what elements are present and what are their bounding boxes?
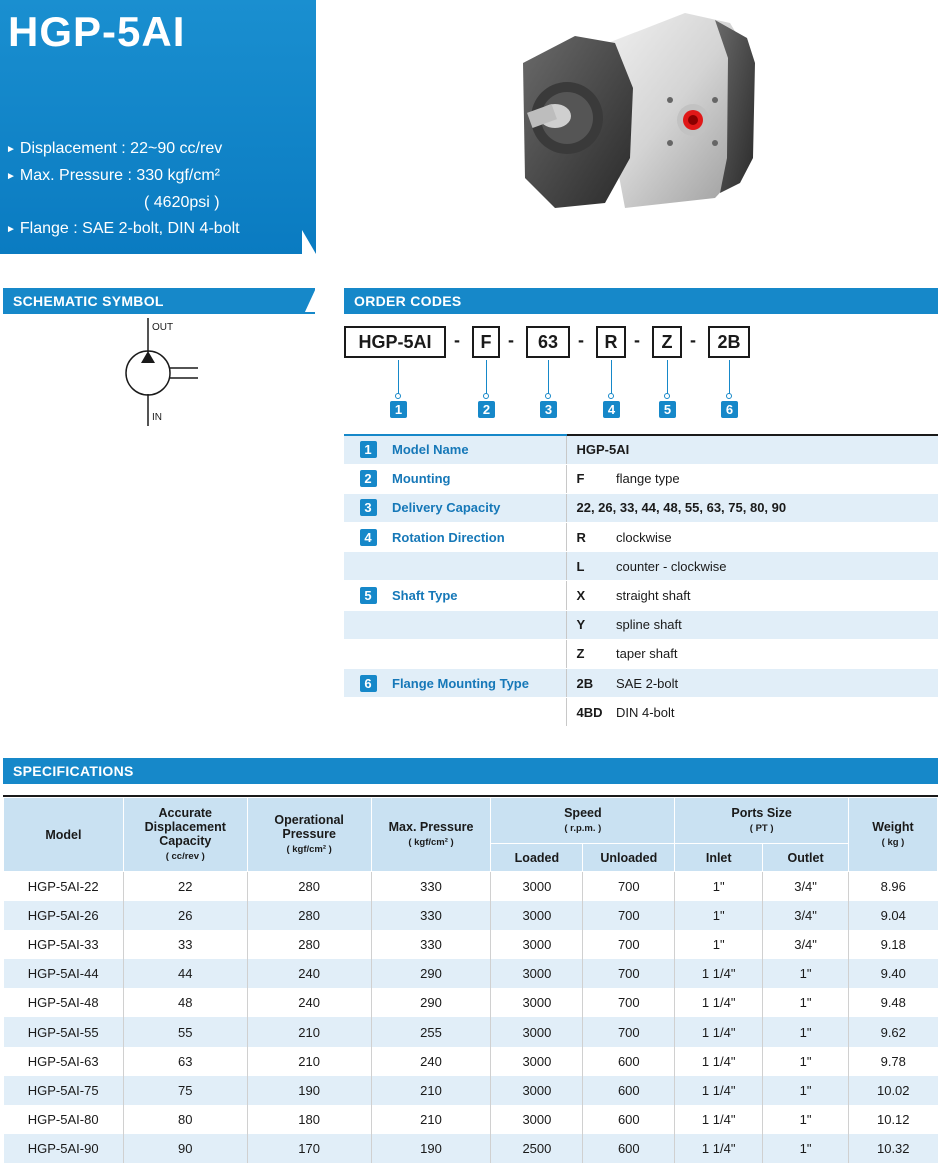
table-cell: 280	[247, 872, 371, 901]
feature-item: ► Flange : SAE 2-bolt, DIN 4-bolt	[6, 220, 240, 237]
table-header-row: Model Accurate Displacement Capacity ( cc/rev ) Operational Pressure ( kgf/cm² ) Max. Pressure ( kgf/cm² ) Speed ( r.p.m. ) Ports Size ( PT ) Weight ( kg )	[4, 798, 938, 844]
table-cell: 3/4"	[763, 872, 849, 901]
code-number-badge: 6	[721, 401, 738, 418]
schematic-in-label: IN	[152, 412, 162, 423]
table-row	[4, 1134, 938, 1163]
table-cell: HGP-5AI-80	[4, 1105, 124, 1134]
table-cell: 63	[123, 1047, 247, 1076]
table-row	[4, 930, 938, 959]
code-separator: -	[454, 330, 460, 350]
table-cell: HGP-5AI-55	[4, 1017, 124, 1046]
table-cell: 9.48	[849, 988, 938, 1017]
table-cell: 22	[123, 872, 247, 901]
table-row	[4, 1105, 938, 1134]
table-cell: 9.78	[849, 1047, 938, 1076]
table-cell: 75	[123, 1076, 247, 1105]
hero-corner-fold	[302, 230, 316, 254]
table-row: 4BD DIN 4-bolt	[344, 698, 938, 727]
table-row: 5 Shaft Type X straight shaft	[344, 581, 938, 610]
table-cell: 3000	[491, 930, 583, 959]
hero-panel	[0, 0, 316, 254]
table-cell: 1"	[763, 1076, 849, 1105]
table-cell: 8.96	[849, 872, 938, 901]
row-number-badge: 2	[360, 470, 377, 487]
table-cell: 170	[247, 1134, 371, 1163]
table-row	[4, 1076, 938, 1105]
table-cell: 10.32	[849, 1134, 938, 1163]
table-cell: 600	[583, 1105, 675, 1134]
table-cell: HGP-5AI-33	[4, 930, 124, 959]
code-number-badge: 3	[540, 401, 557, 418]
table-cell: 240	[371, 1047, 491, 1076]
code-separator: -	[508, 330, 514, 350]
table-cell: 80	[123, 1105, 247, 1134]
table-cell: 44	[123, 959, 247, 988]
table-cell: 1 1/4"	[675, 1076, 763, 1105]
table-cell: 1 1/4"	[675, 1134, 763, 1163]
table-cell: 1"	[675, 872, 763, 901]
row-number-badge: 6	[360, 675, 377, 692]
table-cell: 3000	[491, 1076, 583, 1105]
table-cell: 255	[371, 1017, 491, 1046]
table-cell: 240	[247, 959, 371, 988]
table-cell: 290	[371, 988, 491, 1017]
table-cell: 3000	[491, 959, 583, 988]
feature-list	[6, 136, 240, 243]
table-cell: HGP-5AI-75	[4, 1076, 124, 1105]
feature-item: ► Max. Pressure : 330 kgf/cm²	[6, 167, 220, 184]
order-codes-table	[344, 434, 938, 727]
table-cell: 330	[371, 872, 491, 901]
table-cell: 700	[583, 959, 675, 988]
code-number-badge: 2	[478, 401, 495, 418]
table-cell: 9.04	[849, 901, 938, 930]
table-cell: 48	[123, 988, 247, 1017]
code-separator: -	[578, 330, 584, 350]
table-cell: 280	[247, 930, 371, 959]
table-cell: 55	[123, 1017, 247, 1046]
table-cell: 1"	[763, 1047, 849, 1076]
table-cell: 700	[583, 930, 675, 959]
table-cell: 1"	[763, 1105, 849, 1134]
table-cell: 280	[247, 901, 371, 930]
code-box-shaft: Z	[652, 326, 682, 358]
code-number-badge: 4	[603, 401, 620, 418]
table-row: 3 Delivery Capacity 22, 26, 33, 44, 48, 55, 63, 75, 80, 90	[344, 493, 938, 522]
table-cell: 1"	[763, 988, 849, 1017]
table-row	[4, 988, 938, 1017]
table-cell: 1 1/4"	[675, 1047, 763, 1076]
table-row	[4, 1047, 938, 1076]
gear-pump-image	[515, 8, 760, 218]
table-row	[4, 959, 938, 988]
table-cell: 33	[123, 930, 247, 959]
table-cell: 1"	[675, 930, 763, 959]
table-cell: 3/4"	[763, 930, 849, 959]
table-cell: 3000	[491, 1105, 583, 1134]
table-row: Z taper shaft	[344, 639, 938, 668]
table-cell: 1"	[763, 1017, 849, 1046]
table-cell: 3000	[491, 1017, 583, 1046]
bullet-arrow-icon: ►	[6, 144, 16, 155]
specifications-table	[3, 797, 938, 1163]
table-cell: 210	[371, 1105, 491, 1134]
table-cell: 290	[371, 959, 491, 988]
code-separator: -	[690, 330, 696, 350]
table-cell: 1"	[675, 901, 763, 930]
table-row: L counter - clockwise	[344, 552, 938, 581]
table-cell: 190	[371, 1134, 491, 1163]
table-cell: 700	[583, 872, 675, 901]
table-cell: 180	[247, 1105, 371, 1134]
code-separator: -	[634, 330, 640, 350]
code-box-rotation: R	[596, 326, 626, 358]
table-cell: 9.40	[849, 959, 938, 988]
table-cell: HGP-5AI-63	[4, 1047, 124, 1076]
table-cell: 3/4"	[763, 901, 849, 930]
specifications-section-header: SPECIFICATIONS	[3, 758, 938, 784]
bullet-arrow-icon: ►	[6, 224, 16, 235]
table-cell: HGP-5AI-26	[4, 901, 124, 930]
table-cell: HGP-5AI-22	[4, 872, 124, 901]
schematic-out-label: OUT	[152, 322, 174, 333]
table-cell: 3000	[491, 1047, 583, 1076]
table-cell: 210	[247, 1017, 371, 1046]
order-codes-section-header: ORDER CODES	[344, 288, 938, 314]
row-number-badge: 5	[360, 587, 377, 604]
table-cell: 210	[371, 1076, 491, 1105]
feature-item: ( 4620psi )	[144, 194, 220, 211]
table-cell: 1 1/4"	[675, 1017, 763, 1046]
table-row: Y spline shaft	[344, 610, 938, 639]
table-cell: 700	[583, 988, 675, 1017]
table-row: 2 Mounting F flange type	[344, 464, 938, 493]
table-cell: 330	[371, 901, 491, 930]
table-cell: HGP-5AI-90	[4, 1134, 124, 1163]
feature-item: ► Displacement : 22~90 cc/rev	[6, 140, 223, 157]
code-box-model: HGP-5AI	[344, 326, 446, 358]
table-cell: 3000	[491, 988, 583, 1017]
table-cell: 2500	[491, 1134, 583, 1163]
table-cell: 10.12	[849, 1105, 938, 1134]
table-cell: 330	[371, 930, 491, 959]
table-cell: 190	[247, 1076, 371, 1105]
table-cell: 600	[583, 1134, 675, 1163]
table-cell: 3000	[491, 872, 583, 901]
table-cell: 600	[583, 1047, 675, 1076]
code-number-badge: 1	[390, 401, 407, 418]
row-number-badge: 3	[360, 499, 377, 516]
table-row: 1 Model Name HGP-5AI	[344, 435, 938, 464]
table-cell: 210	[247, 1047, 371, 1076]
bullet-arrow-icon: ►	[6, 171, 16, 182]
table-cell: 90	[123, 1134, 247, 1163]
table-cell: 1 1/4"	[675, 959, 763, 988]
table-cell: 1"	[763, 1134, 849, 1163]
table-cell: HGP-5AI-44	[4, 959, 124, 988]
table-cell: 700	[583, 1017, 675, 1046]
table-cell: HGP-5AI-48	[4, 988, 124, 1017]
table-row	[4, 872, 938, 901]
table-cell: 9.18	[849, 930, 938, 959]
code-box-capacity: 63	[526, 326, 570, 358]
table-row	[4, 901, 938, 930]
table-cell: 240	[247, 988, 371, 1017]
table-row	[4, 1017, 938, 1046]
table-cell: 26	[123, 901, 247, 930]
code-box-flange: 2B	[708, 326, 750, 358]
product-title: HGP-5AI	[8, 8, 186, 55]
row-number-badge: 4	[360, 529, 377, 546]
schematic-section-header: SCHEMATIC SYMBOL	[3, 288, 315, 314]
table-cell: 700	[583, 901, 675, 930]
table-cell: 1 1/4"	[675, 988, 763, 1017]
table-row: 4 Rotation Direction R clockwise	[344, 523, 938, 552]
table-cell: 3000	[491, 901, 583, 930]
table-cell: 10.02	[849, 1076, 938, 1105]
table-row: 6 Flange Mounting Type 2B SAE 2-bolt	[344, 669, 938, 698]
row-number-badge: 1	[360, 441, 377, 458]
table-cell: 1"	[763, 959, 849, 988]
table-cell: 600	[583, 1076, 675, 1105]
code-box-mounting: F	[472, 326, 500, 358]
code-number-badge: 5	[659, 401, 676, 418]
table-cell: 9.62	[849, 1017, 938, 1046]
table-cell: 1 1/4"	[675, 1105, 763, 1134]
table-header-row: Loaded Unloaded Inlet Outlet	[4, 844, 938, 872]
